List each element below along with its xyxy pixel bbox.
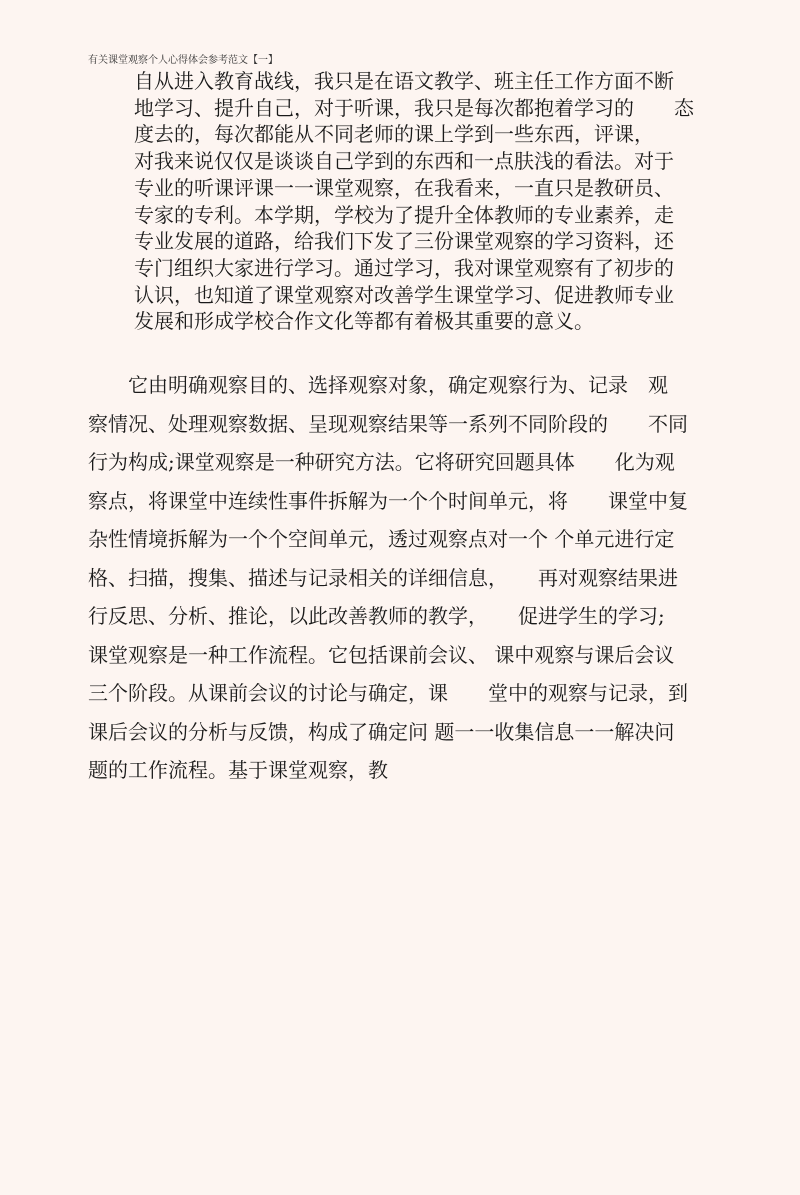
paragraph-line: 三个阶段。从课前会议的讨论与确定，课 堂中的观察与记录，到 <box>88 681 688 705</box>
paragraph-line: 自从进入教育战线，我只是在语文教学、班主任工作方面不断 <box>134 69 674 93</box>
paragraph-line: 行反思、分析、推论，以此改善教师的教学， 促进学生的学习; <box>88 604 665 628</box>
paragraph-line: 专业发展的道路，给我们下发了三份课堂观察的学习资料，还 <box>134 229 674 254</box>
paragraph-line: 对我来说仅仅是谈谈自己学到的东西和一点肤浅的看法。对于 <box>134 149 674 174</box>
paragraph-line: 度去的，每次都能从不同老师的课上学到一些东西，评课， <box>134 122 654 147</box>
paragraph-line: 察情况、处理观察数据、呈现观察结果等一系列不同阶段的 不同 <box>88 411 688 436</box>
document-header-title: 有关课堂观察个人心得体会参考范文【一】 <box>88 55 278 66</box>
paragraph-line: 专家的专利。本学期，学校为了提升全体教师的专业素养，走 <box>134 202 674 227</box>
paragraph-line: 地学习、提升自己，对于听课，我只是每次都抱着学习的 态 <box>134 95 694 120</box>
paragraph-line: 课堂观察是一种工作流程。它包括课前会议、 课中观察与课后会议 <box>88 642 675 667</box>
paragraph-body <box>88 366 748 790</box>
paragraph-line: 课后会议的分析与反馈，构成了确定问 题一一收集信息一一解决问 <box>88 719 675 744</box>
paragraph-line: 发展和形成学校合作文化等都有着极其重要的意义。 <box>134 309 594 334</box>
paragraph-line: 认识，也知道了课堂观察对改善学生课堂学习、促进教师专业 <box>134 282 674 307</box>
paragraph-line: 察点，将课堂中连续性事件拆解为一个个时间单元，将 课堂中复 <box>88 488 688 513</box>
paragraph-line: 行为构成;课堂观察是一种研究方法。它将研究回题具体 化为观 <box>88 450 675 474</box>
paragraph-intro <box>134 68 754 335</box>
paragraph-line: 专门组织大家进行学习。通过学习，我对课堂观察有了初步的 <box>134 255 674 280</box>
paragraph-line: 杂性情境拆解为一个个空间单元，透过观察点对一个 个单元进行定 <box>88 527 675 551</box>
paragraph-line: 专业的听课评课一一课堂观察，在我看来，一直只是教研员、 <box>134 175 674 200</box>
paragraph-line: 题的工作流程。基于课堂观察，教 <box>88 758 388 782</box>
paragraph-line: 格、扫描，搜集、描述与记录相关的详细信息， 再对观察结果进 <box>88 565 678 590</box>
paragraph-line: 它由明确观察目的、选择观察对象，确定观察行为、记录 观 <box>88 373 668 397</box>
